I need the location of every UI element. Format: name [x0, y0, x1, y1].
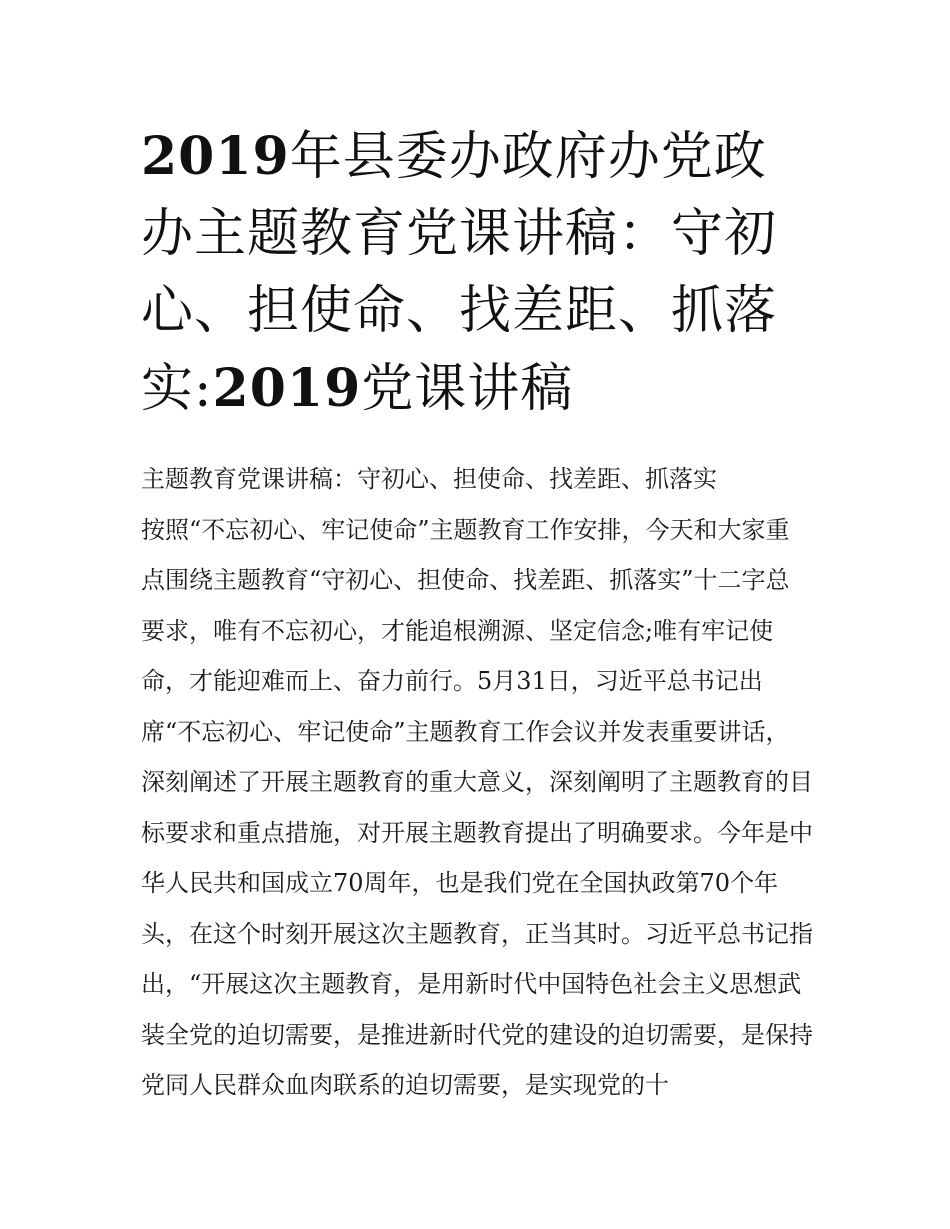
- document-content: [141, 118, 813, 1111]
- body-paragraph: 按照“不忘初心、牢记使命”主题教育工作安排，今天和大家重点围绕主题教育“守初心、担使命、找差距、抓落实”十二字总要求，唯有不忘初心，才能追根溯源、坚定信念;唯有牢记使命，才能迎难而上、奋力前行。5月31日，习近平总书记出席“不忘初心、牢记使命”主题教育工作会议并发表重要讲话，深刻阐述了开展主题教育的重大意义，深刻阐明了主题教育的目标要求和重点措施，对开展主题教育提出了明确要求。今年是中华人民共和国成立70周年，也是我们党在全国执政第70个年头，在这个时刻开展这次主题教育，正当其时。习近平总书记指出，“开展这次主题教育，是用新时代中国特色社会主义思想武装全党的迫切需要，是推进新时代党的建设的迫切需要，是保持党同人民群众血肉联系的迫切需要，是实现党的十: [141, 515, 813, 1099]
- document-title: 2019年县委办政府办党政办主题教育党课讲稿：守初心、担使命、找差距、抓落实:2019党课讲稿: [141, 126, 778, 419]
- subtitle-paragraph: 主题教育党课讲稿：守初心、担使命、找差距、抓落实: [141, 465, 717, 493]
- document-body: [141, 454, 813, 1111]
